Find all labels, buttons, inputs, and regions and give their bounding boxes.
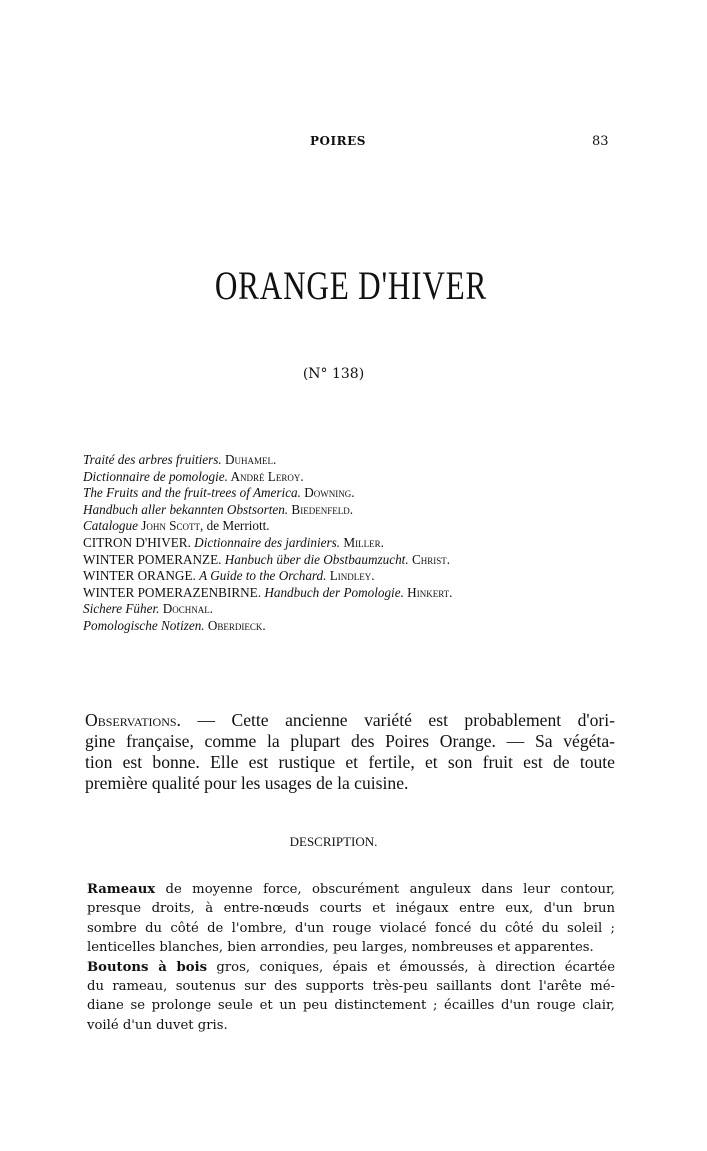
author-name: Observations. [85,710,181,730]
text-run: lenticelles blanches, bien arrondies, peu larges, nombreuses et apparentes. [87,940,594,956]
text-run: WINTER POMERAZENBIRNE. [83,584,265,600]
author-name: Oberdieck. [204,617,266,633]
paragraph-line [85,773,615,794]
text-run: du rameau, soutenus sur des supports très-peu saillants dont l'arête mé- [87,979,615,995]
text-run: WINTER ORANGE. [83,568,200,584]
paragraph-line [87,1016,615,1035]
variety-number: (N° 138) [302,366,365,382]
work-title: Pomologische Notizen. [83,617,205,633]
text-run: — Cette ancienne variété est probablement d'ori- [180,710,615,730]
text-run: première qualité pour les usages de la cuisine. [85,773,409,793]
paragraph-line [85,710,615,731]
author-name: John Scott [137,518,201,534]
work-title: A Guide to the Orchard. [199,568,327,584]
text-run: diane se prolonge seule et un peu distinctement ; écailles d'un rouge clair, [87,998,615,1014]
author-name: André Leroy. [227,468,304,484]
work-title: Traité des arbres fruitiers. [83,452,222,467]
paragraph-line [87,880,615,899]
bibliography-entry [83,585,452,602]
paragraph-line [87,899,615,918]
bibliography-list [83,452,452,635]
bibliography-entry [83,535,452,552]
work-title: Sichere Füher. [83,601,160,617]
text-run: CITRON D'HIVER. [83,534,195,550]
author-name: Christ. [408,551,451,567]
author-name: Dochnal. [159,601,214,617]
text-run: de moyenne force, obscurément anguleux dans leur contour, [155,882,615,897]
term-heading: Rameaux [87,882,156,897]
text-run: WINTER POMERANZE. [83,551,225,567]
author-name: Hinkert. [403,584,453,600]
bibliography-entry [83,601,452,618]
bibliography-entry [83,485,452,502]
author-name: Duhamel. [221,452,277,467]
work-title: Handbuch der Pomologie. [264,584,404,600]
work-title: Dictionnaire de pomologie. [83,468,228,484]
paragraph-line [87,977,615,996]
author-name: Lindley. [326,568,375,584]
text-run: sombre du côté de l'ombre, d'un rouge violacé foncé du côté du soleil ; [87,920,615,936]
work-title: Catalogue [83,518,138,534]
paragraph-line [87,958,615,977]
text-run: presque droits, à entre-nœuds courts et inégaux entre eux, d'un brun [87,901,615,917]
paragraph-line [85,752,615,773]
work-title: Handbuch aller bekannten Obstsorten. [83,501,289,517]
page-title: ORANGE D'HIVER [214,263,488,308]
text-run: , de Merriott. [200,518,270,534]
paragraph-line [87,919,615,938]
bibliography-entry [83,469,452,486]
author-name: Miller. [340,534,384,550]
work-title: The Fruits and the fruit-trees of America. [83,485,301,501]
text-run: tion est bonne. Elle est rustique et fertile, et son fruit est de toute [85,752,615,772]
paragraph-line [85,731,615,752]
bibliography-entry [83,518,452,535]
bibliography-entry [83,618,452,635]
text-run: gros, coniques, épais et émoussés, à direction écartée [207,959,616,975]
bibliography-entry [83,568,452,585]
description-heading: DESCRIPTION. [289,834,378,849]
description-body [87,880,615,1035]
term-heading: Boutons à bois [87,959,208,975]
bibliography-entry [83,452,452,469]
bibliography-entry [83,552,452,569]
page-number: 83 [592,134,609,149]
work-title: Dictionnaire des jardiniers. [194,534,341,550]
bibliography-entry [83,502,452,519]
author-name: Downing. [300,485,355,501]
text-run: voilé d'un duvet gris. [87,1017,228,1033]
observations-paragraph [85,710,615,794]
paragraph-line [87,996,615,1015]
author-name: Biedenfeld. [288,501,353,517]
work-title: Hanbuch über die Obstbaumzucht. [224,551,409,567]
paragraph-line [87,938,615,957]
text-run: gine française, comme la plupart des Poires Orange. — Sa végéta- [85,731,615,751]
running-head: POIRES [310,134,366,148]
